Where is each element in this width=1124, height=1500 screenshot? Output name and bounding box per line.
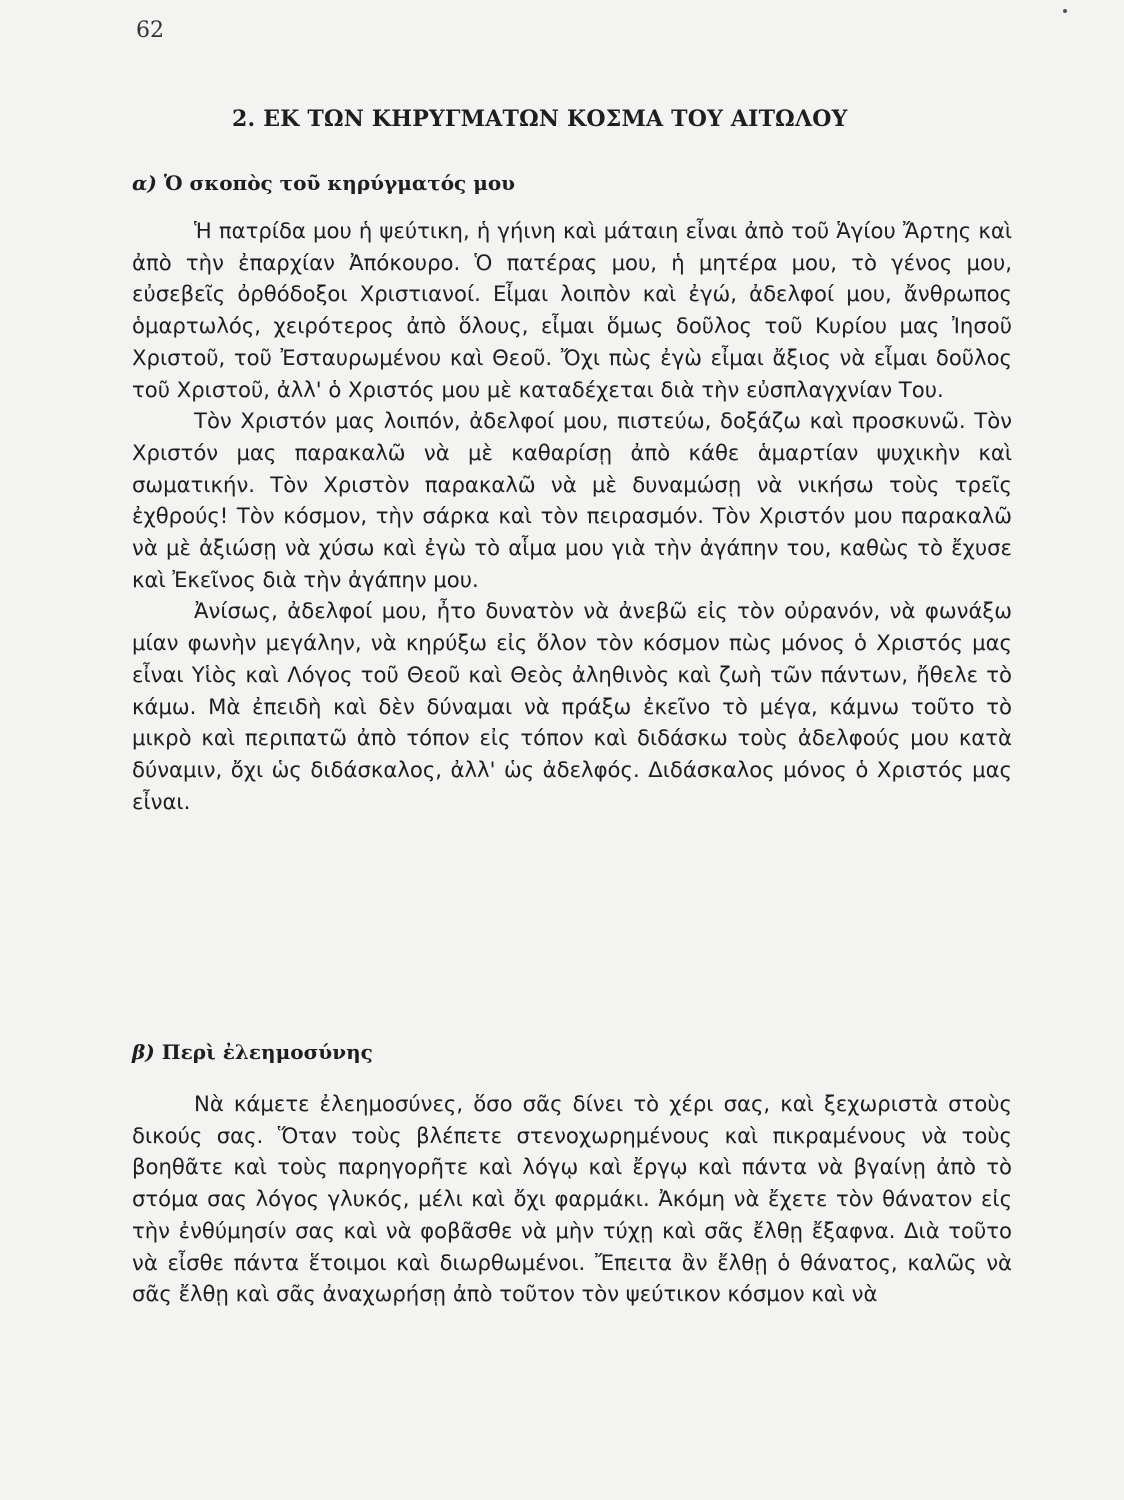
page-number: 62 xyxy=(136,18,164,43)
section-letter: β) xyxy=(132,1040,155,1064)
section-a-body xyxy=(132,215,1012,817)
section-heading-text: Ὁ σκοπὸς τοῦ κηρύγματός μου xyxy=(163,171,516,195)
paragraph: Νὰ κάμετε ἐλεημοσύνες, ὅσο σᾶς δίνει τὸ χέρι σας, καὶ ξεχωριστὰ στοὺς δικούς σας. Ὅταν τοὺς βλέπετε στενοχωρημένους καὶ πικραμένους νὰ τοὺς βοηθᾶτε καὶ τοὺς παρηγορῆτε καὶ λόγῳ καὶ ἔργῳ καὶ πάντα νὰ βγαίνῃ ἀπὸ τὸ στόμα σας λόγος γλυκός, μέλι καὶ ὄχι φαρμάκι. Ἀκόμη νὰ ἔχετε τὸν θάνατον εἰς τὴν ἐνθύμησίν σας καὶ νὰ φοβᾶσθε νὰ μὴν τύχῃ καὶ σᾶς ἔλθῃ ἔξαφνα. Διὰ τοῦτο νὰ εἶσθε πάντα ἕτοιμοι καὶ διωρθωμένοι. Ἔπειτα ἂν ἔλθῃ ὁ θάνατος, καλῶς νὰ σᾶς ἔλθῃ καὶ σᾶς ἀναχωρήσῃ ἀπὸ τοῦτον τὸν ψεύτικον κόσμον καὶ νὰ xyxy=(132,1091,1012,1307)
chapter-title: 2. ΕΚ ΤΩΝ ΚΗΡΥΓΜΑΤΩΝ ΚΟΣΜΑ ΤΟΥ ΑΙΤΩΛΟΥ xyxy=(232,106,848,132)
paragraph: Ἡ πατρίδα μου ἡ ψεύτικη, ἡ γήινη καὶ μάταιη εἶναι ἀπὸ τοῦ Ἁγίου Ἄρτης καὶ ἀπὸ τὴν ἐπαρχίαν Ἀπόκουρο. Ὁ πατέρας μου, ἡ μητέρα μου, τὸ γένος μου, εὐσεβεῖς ὀρθόδοξοι Χριστιανοί. Εἶμαι λοιπὸν καὶ ἐγώ, ἀδελφοί μου, ἄνθρωπος ὁμαρτωλός, χειρότερος ἀπὸ ὅλους, εἶμαι ὅμως δοῦλος τοῦ Κυρίου μας Ἰησοῦ Χριστοῦ, τοῦ Ἐσταυρωμένου καὶ Θεοῦ. Ὄχι πὼς ἐγὼ εἶμαι ἄξιος νὰ εἶμαι δοῦλος τοῦ Χριστοῦ, ἀλλ' ὁ Χριστός μου μὲ καταδέχεται διὰ τὴν εὐσπλαγχνίαν Του. xyxy=(132,218,1012,402)
section-heading-text: Περὶ ἐλεημοσύνης xyxy=(161,1040,373,1064)
section-heading-b xyxy=(132,1040,373,1064)
speck-mark xyxy=(1063,9,1067,13)
section-b-body xyxy=(132,1088,1012,1310)
paragraph: Τὸν Χριστόν μας λοιπόν, ἀδελφοί μου, πιστεύω, δοξάζω καὶ προσκυνῶ. Τὸν Χριστόν μας παρακαλῶ νὰ μὲ καθαρίσῃ ἀπὸ κάθε ἁμαρτίαν ψυχικὴν καὶ σωματικήν. Τὸν Χριστὸν παρακαλῶ νὰ μὲ δυναμώσῃ νὰ νικήσω τοὺς τρεῖς ἐχθρούς! Τὸν κόσμον, τὴν σάρκα καὶ τὸν πειρασμόν. Τὸν Χριστόν μου παρακαλῶ νὰ μὲ ἀξιώσῃ νὰ χύσω καὶ ἐγὼ τὸ αἷμα μου γιὰ τὴν ἀγάπην του, καθὼς τὸ ἔχυσε καὶ Ἐκεῖνος διὰ τὴν ἀγάπην μου. xyxy=(132,408,1012,592)
paragraph: Ἀνίσως, ἀδελφοί μου, ἦτο δυνατὸν νὰ ἀνεβῶ εἰς τὸν οὐρανόν, νὰ φωνάξω μίαν φωνὴν μεγάλην, νὰ κηρύξω εἰς ὅλον τὸν κόσμον πὼς μόνος ὁ Χριστός μας εἶναι Υἱὸς καὶ Λόγος τοῦ Θεοῦ καὶ Θεὸς ἀληθινὸς καὶ ζωὴ τῶν πάντων, ἤθελε τὸ κάμω. Μὰ ἐπειδὴ καὶ δὲν δύναμαι νὰ πράξω ἐκεῖνο τὸ μέγα, κάμνω τοῦτο τὸ μικρὸ καὶ περιπατῶ ἀπὸ τόπον εἰς τόπον καὶ διδάσκω τοὺς ἀδελφούς μου κατὰ δύναμιν, ὄχι ὡς διδάσκαλος, ἀλλ' ὡς ἀδελφός. Διδάσκαλος μόνος ὁ Χριστός μας εἶναι. xyxy=(132,598,1012,814)
section-letter: α) xyxy=(132,171,157,195)
section-heading-a xyxy=(132,171,515,195)
